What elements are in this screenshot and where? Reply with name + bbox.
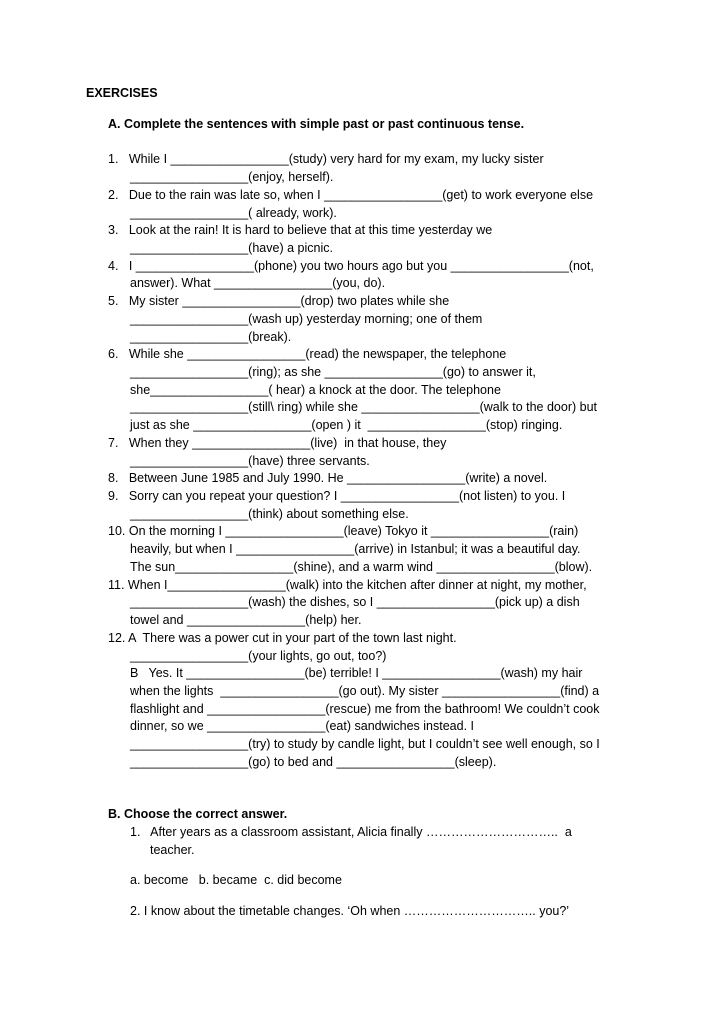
question-line: 1. After years as a classroom assistant, Alicia finally ………………………….. a <box>130 825 572 839</box>
exercise-line: 6. While she _________________(read) the newspaper, the telephone <box>108 347 507 361</box>
exercise-line: _________________(go) to bed and _________________(sleep). <box>130 755 497 769</box>
exercise-line: _________________(break). <box>130 330 292 344</box>
section-b-heading: B. Choose the correct answer. <box>108 807 288 821</box>
exercise-line: 10. On the morning I _________________(leave) Tokyo it _________________(rain) <box>108 524 579 538</box>
exercise-line: 1. While I _________________(study) very hard for my exam, my lucky sister <box>108 152 544 166</box>
question-line: teacher. <box>150 843 195 857</box>
exercise-line: 3. Look at the rain! It is hard to believe that at this time yesterday we <box>108 223 493 237</box>
exercise-line: towel and _________________(help) her. <box>130 613 362 627</box>
exercise-line: 9. Sorry can you repeat your question? I _________________(not listen) to you. I <box>108 489 566 503</box>
exercise-line: 2. Due to the rain was late so, when I _________________(get) to work everyone else <box>108 188 594 202</box>
exercise-line: 12. A There was a power cut in your part of the town last night. <box>108 631 457 645</box>
exercise-line: 7. When they _________________(live) in that house, they <box>108 436 447 450</box>
exercise-line: just as she _________________(open ) it _________________(stop) ringing. <box>130 418 563 432</box>
answer-options: a. become b. became c. did become <box>130 873 342 887</box>
exercise-line: 11. When I_________________(walk) into the kitchen after dinner at night, my mother, <box>108 578 587 592</box>
exercise-line: 5. My sister _________________(drop) two plates while she <box>108 294 450 308</box>
exercise-line: _________________(ring); as she _________________(go) to answer it, <box>130 365 536 379</box>
exercise-line: _________________(try) to study by candle light, but I couldn’t see well enough, so I <box>130 737 600 751</box>
exercise-line: _________________(still\ ring) while she _________________(walk to the door) but <box>130 400 598 414</box>
exercise-line: flashlight and _________________(rescue) me from the bathroom! We couldn’t cook <box>130 702 600 716</box>
exercise-line: _________________(have) three servants. <box>130 454 370 468</box>
question-line: 2. I know about the timetable changes. ‘Oh when ………………………….. you?’ <box>130 904 570 918</box>
exercise-line: she_________________( hear) a knock at the door. The telephone <box>130 383 501 397</box>
exercise-line: _________________(think) about something else. <box>130 507 409 521</box>
exercise-line: The sun_________________(shine), and a warm wind _________________(blow). <box>130 560 593 574</box>
exercise-line: _________________(have) a picnic. <box>130 241 333 255</box>
exercise-line: _________________(enjoy, herself). <box>130 170 334 184</box>
exercise-line: when the lights _________________(go out). My sister _________________(find) a <box>130 684 600 698</box>
exercise-line: B Yes. It _________________(be) terrible! I _________________(wash) my hair <box>130 666 583 680</box>
exercise-line: 8. Between June 1985 and July 1990. He _________________(write) a novel. <box>108 471 548 485</box>
exercise-line: 4. I _________________(phone) you two hours ago but you _________________(not, <box>108 259 594 273</box>
exercise-line: dinner, so we _________________(eat) sandwiches instead. I <box>130 719 475 733</box>
exercise-line: heavily, but when I _________________(arrive) in Istanbul; it was a beautiful day. <box>130 542 581 556</box>
exercise-line: answer). What _________________(you, do). <box>130 276 386 290</box>
exercises-title: EXERCISES <box>86 86 158 100</box>
exercise-line: _________________(wash up) yesterday morning; one of them <box>130 312 483 326</box>
exercise-line: _________________(your lights, go out, too?) <box>130 649 387 663</box>
exercise-line: _________________( already, work). <box>130 206 337 220</box>
section-a-heading: A. Complete the sentences with simple past or past continuous tense. <box>108 117 525 131</box>
exercise-line: _________________(wash) the dishes, so I _________________(pick up) a dish <box>130 595 580 609</box>
